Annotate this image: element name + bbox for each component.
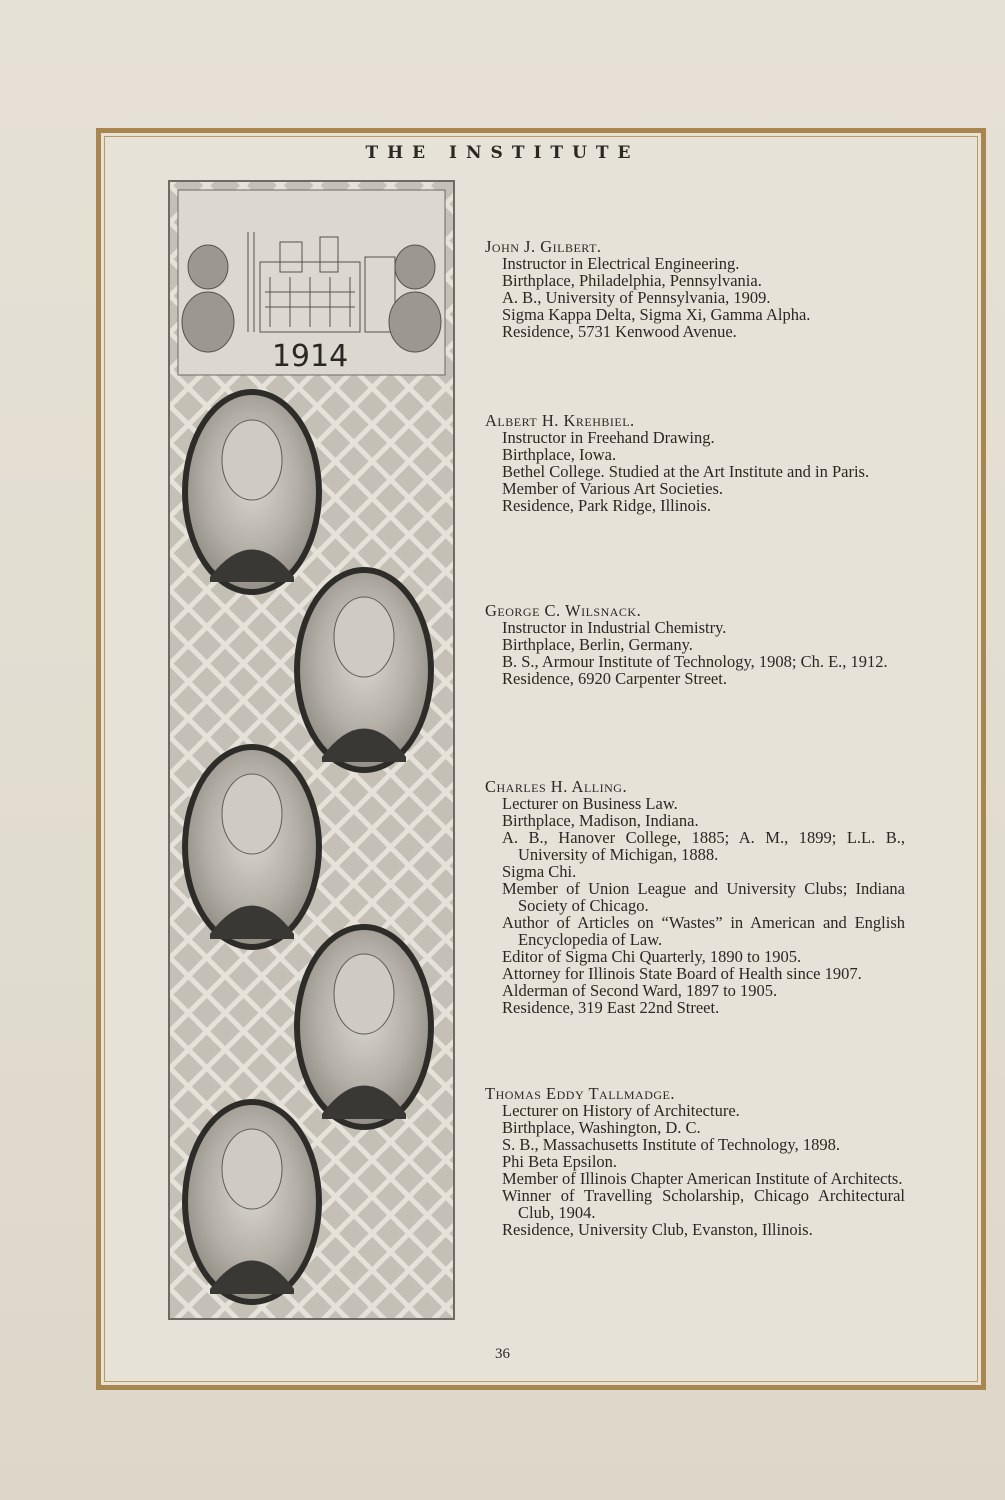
faculty-detail: Instructor in Industrial Chemistry. (502, 618, 727, 637)
faculty-detail: Sigma Chi. (502, 862, 577, 881)
faculty-detail: Instructor in Freehand Drawing. (502, 428, 715, 447)
faculty-detail: A. B., University of Pennsylvania, 1909. (502, 288, 771, 307)
faculty-name: Thomas Eddy Tallmadge. (485, 1084, 675, 1103)
faculty-detail: Lecturer on Business Law. (502, 794, 678, 813)
portrait-5 (182, 1099, 322, 1305)
faculty-detail: Attorney for Illinois State Board of Health since 1907. (502, 964, 862, 983)
faculty-name: John J. Gilbert. (485, 237, 602, 256)
faculty-detail: A. B., Hanover College, 1885; A. M., 1899; L.L. B., University of Michigan, 1888. (502, 828, 905, 864)
faculty-detail: Residence, Park Ridge, Illinois. (502, 496, 711, 515)
portrait-3 (182, 744, 322, 950)
faculty-name: Albert H. Krehbiel. (485, 411, 635, 430)
collage-art (170, 182, 453, 1318)
faculty-detail: Birthplace, Madison, Indiana. (502, 811, 699, 830)
faculty-detail: Sigma Kappa Delta, Sigma Xi, Gamma Alpha. (502, 305, 811, 324)
faculty-detail: Residence, 6920 Carpenter Street. (502, 669, 727, 688)
portrait-collage (168, 180, 455, 1320)
faculty-detail: Editor of Sigma Chi Quarterly, 1890 to 1905. (502, 947, 802, 966)
faculty-detail: B. S., Armour Institute of Technology, 1908; Ch. E., 1912. (502, 652, 888, 671)
faculty-entry (485, 238, 905, 340)
faculty-detail: Member of Illinois Chapter American Institute of Architects. (502, 1169, 903, 1188)
faculty-entry (485, 1085, 905, 1238)
faculty-detail: Phi Beta Epsilon. (502, 1152, 618, 1171)
faculty-detail: Birthplace, Berlin, Germany. (502, 635, 693, 654)
portrait-1 (182, 389, 322, 595)
faculty-detail: Winner of Travelling Scholarship, Chicago Architectural Club, 1904. (502, 1186, 905, 1222)
faculty-detail: Member of Union League and University Clubs; Indiana Society of Chicago. (502, 879, 905, 915)
year-label: 1914 (271, 339, 349, 374)
faculty-detail: S. B., Massachusetts Institute of Technology, 1898. (502, 1135, 840, 1154)
faculty-detail: Residence, 5731 Kenwood Avenue. (502, 322, 737, 341)
faculty-entry (485, 412, 905, 514)
faculty-name: George C. Wilsnack. (485, 601, 642, 620)
faculty-detail: Birthplace, Philadelphia, Pennsylvania. (502, 271, 762, 290)
portrait-2 (294, 567, 434, 773)
faculty-detail: Birthplace, Iowa. (502, 445, 617, 464)
faculty-entry (485, 602, 905, 687)
page-number: 36 (495, 1346, 510, 1362)
faculty-detail: Member of Various Art Societies. (502, 479, 724, 498)
faculty-detail: Lecturer on History of Architecture. (502, 1101, 740, 1120)
faculty-detail: Instructor in Electrical Engineering. (502, 254, 740, 273)
faculty-detail: Bethel College. Studied at the Art Institute and in Paris. (502, 462, 870, 481)
faculty-entry (485, 778, 905, 1016)
portrait-4 (294, 924, 434, 1130)
faculty-detail: Alderman of Second Ward, 1897 to 1905. (502, 981, 778, 1000)
faculty-detail: Birthplace, Washington, D. C. (502, 1118, 701, 1137)
page-header: THE INSTITUTE (365, 143, 640, 163)
faculty-detail: Author of Articles on “Wastes” in American and English Encyclopedia of Law. (502, 913, 905, 949)
faculty-detail: Residence, University Club, Evanston, Illinois. (502, 1220, 813, 1239)
faculty-name: Charles H. Alling. (485, 777, 628, 796)
faculty-detail: Residence, 319 East 22nd Street. (502, 998, 720, 1017)
